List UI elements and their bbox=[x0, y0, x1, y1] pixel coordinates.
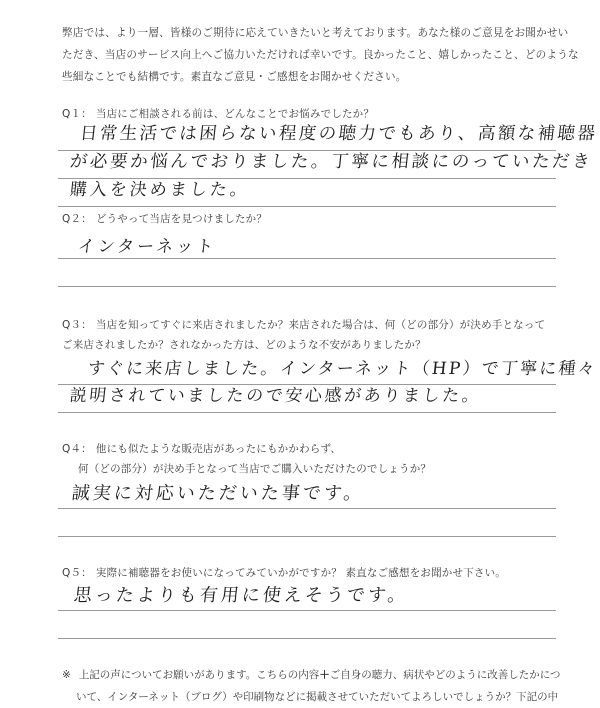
footer-line-1b: ご自身の聴力、病状やどのように改善したかにつ bbox=[329, 669, 561, 681]
footer-line-1a: 上記の声についてお願いがあります。こちらの内容 bbox=[78, 669, 320, 681]
answer-line bbox=[58, 206, 556, 207]
question-2-text: どうやって当店を見つけましたか？ bbox=[95, 213, 268, 225]
question-2 bbox=[62, 209, 562, 229]
question-4-text: 他にも似たような販売店があったにもかかわらず、 bbox=[95, 443, 342, 455]
intro-line-3: 些細なことでも結構です。素直なご意見・ご感想をお聞かせください。 bbox=[62, 71, 407, 83]
answer-line bbox=[58, 508, 556, 509]
answer-5-line-1: 思ったよりも有用に使えそうです。 bbox=[72, 585, 410, 606]
answer-1-line-1: 日常生活では困らない程度の聴力でもあり、高額な補聴器 bbox=[78, 124, 599, 144]
question-5 bbox=[62, 563, 562, 583]
footer-note bbox=[62, 664, 582, 708]
question-2-number: Q２： bbox=[62, 213, 92, 225]
note-mark: ※ bbox=[62, 669, 71, 681]
answer-1-line-3: 購入を決めました。 bbox=[68, 180, 251, 200]
question-5-number: Q５： bbox=[62, 567, 92, 579]
question-1-text: 当店にご相談される前は、どんなことでお悩みでしたか？ bbox=[95, 108, 375, 120]
question-4 bbox=[62, 439, 562, 459]
answer-4-line-1: 誠実に対応いただいた事です。 bbox=[70, 483, 366, 504]
answer-1-line-2: が必要か悩んでおりました。丁寧に相談にのっていただき bbox=[68, 152, 594, 172]
question-1-number: Q１： bbox=[62, 108, 92, 120]
answer-3-line-2: 説明されていましたので安心感がありました。 bbox=[68, 386, 483, 406]
question-3 bbox=[62, 315, 562, 335]
plus-mark: ＋ bbox=[319, 669, 330, 681]
footer-line-2: いて、インターネット（ブログ）や印刷物などに掲載させていただいてよろしいでしょうか？下記の中 bbox=[76, 691, 559, 703]
question-3-text-2: ご来店されましたか？されなかった方は、どのような不安がありましたか？ bbox=[62, 339, 426, 351]
intro-line-1: 弊店では、より一層、皆様のご期待に応えていきたいと考えております。あなた様のご意見をお聞かせい bbox=[62, 27, 569, 39]
question-3-continued bbox=[62, 335, 562, 355]
question-3-number: Q３： bbox=[62, 319, 92, 331]
question-3-text: 当店を知ってすぐに来店されましたか？来店された場合は、何（どの部分）が決め手となって bbox=[95, 319, 546, 331]
answer-line bbox=[58, 536, 556, 537]
answer-line bbox=[58, 638, 556, 639]
question-4-text-2: 何（どの部分）が決め手となって当店でご購入いただけたのでしょうか？ bbox=[78, 463, 432, 475]
question-4-continued bbox=[78, 459, 578, 479]
question-5-text: 実際に補聴器をお使いになってみていかがですか？ 素直なご感想をお聞かせ下さい。 bbox=[95, 567, 507, 579]
answer-3-line-1: すぐに来店しました。インターネット（HP）で丁寧に種々 bbox=[86, 359, 598, 379]
intro-line-2: ただき、当店のサービス向上へご協力いただければ幸いです。良かったこと、嬉しかったこと、どのような bbox=[62, 49, 579, 61]
answer-2-line-1: インターネット bbox=[76, 237, 218, 257]
answer-line bbox=[58, 258, 556, 259]
intro-text bbox=[62, 22, 579, 88]
answer-line bbox=[58, 412, 556, 413]
question-4-number: Q４： bbox=[62, 443, 92, 455]
answer-line bbox=[58, 610, 556, 611]
answer-line bbox=[58, 286, 556, 287]
